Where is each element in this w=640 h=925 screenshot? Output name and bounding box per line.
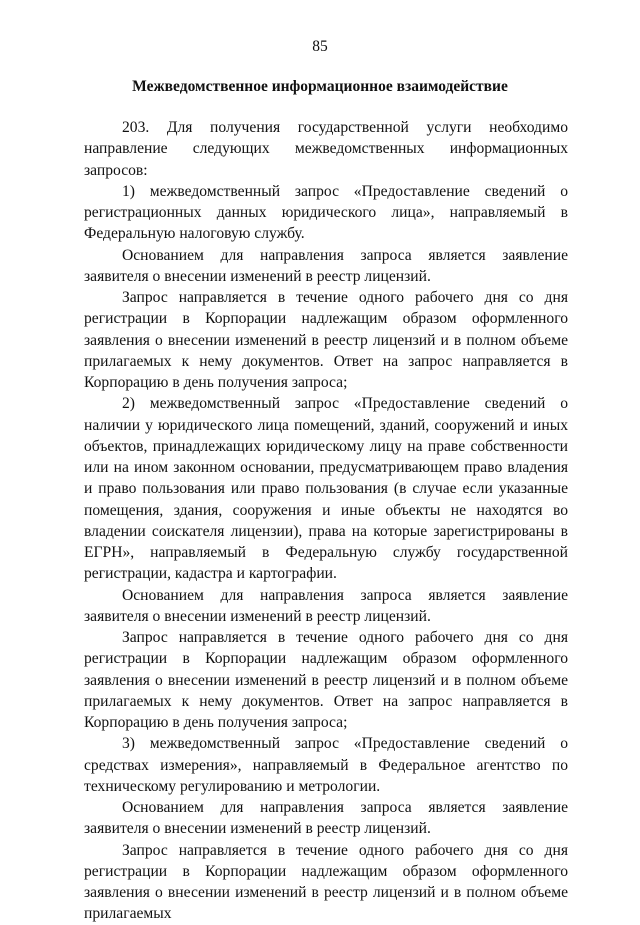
paragraph-item-203: 203. Для получения государственной услуги необходимо направление следующих межведомственных информационных запросов: [84,119,568,179]
paragraph-timing-1: Запрос направляется в течение одного рабочего дня со дня регистрации в Корпорации надлежащим образом оформленного заявления о внесении изменений в реестр лицензий и в полном объеме прилагаемых к нему документов. Ответ на запрос направляется в Корпорацию в день получения запроса; [84,289,568,391]
paragraph-request-2: 2) межведомственный запрос «Предоставление сведений о наличии у юридического лица помещений, зданий, сооружений и иных объектов, принадлежащих юридическому лицу на праве собственности или на ином законном основании, предусматривающем право владения и право пользования или право пользования (в случае если указанные помещения, здания, сооружения и иные объекты не находятся во владении соискателя лицензии), права на которые зарегистрированы в ЕГРН», направляемый в Федеральную службу государственной регистрации, кадастра и картографии. [84,395,568,583]
paragraph-timing-2: Запрос направляется в течение одного рабочего дня со дня регистрации в Корпорации надлежащим образом оформленного заявления о внесении изменений в реестр лицензий и в полном объеме прилагаемых к нему документов. Ответ на запрос направляется в Корпорацию в день получения запроса; [84,629,568,731]
section-heading: Межведомственное информационное взаимодействие [132,78,508,95]
paragraph-request-1: 1) межведомственный запрос «Предоставление сведений о регистрационных данных юридического лица», направляемый в Федеральную налоговую службу. [84,182,568,243]
paragraph-basis-1: Основанием для направления запроса является заявление заявителя о внесении изменений в реестр лицензий. [84,246,568,285]
paragraph-request-3: 3) межведомственный запрос «Предоставление сведений о средствах измерения», направляемый в Федеральное агентство по техническому регулированию и метрологии. [84,735,568,795]
paragraph-timing-3: Запрос направляется в течение одного рабочего дня со дня регистрации в Корпорации надлежащим образом оформленного заявления о внесении изменений в реестр лицензий и в полном объеме прилагаемых [84,841,568,923]
paragraph-basis-3: Основанием для направления запроса является заявление заявителя о внесении изменений в реестр лицензий. [84,799,568,838]
document-body [84,117,568,925]
page-number: 85 [312,38,328,55]
paragraph-basis-2: Основанием для направления запроса является заявление заявителя о внесении изменений в реестр лицензий. [84,586,568,625]
